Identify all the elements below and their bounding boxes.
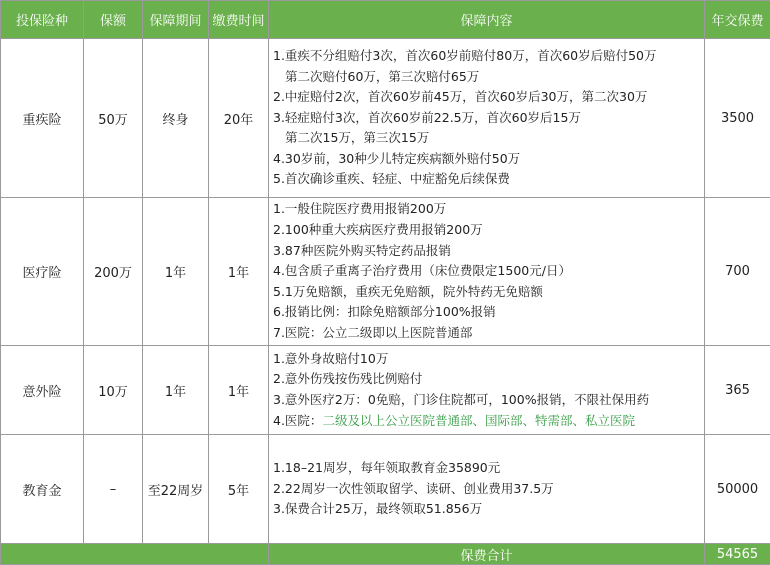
cell-payment: 1年 [209, 198, 269, 346]
cell-type: 医疗险 [1, 198, 84, 346]
cell-payment: 1年 [209, 346, 269, 435]
cell-period: 1年 [143, 198, 209, 346]
detail-line: 6.报销比例：扣除免赔额部分100%报销 [273, 302, 704, 323]
cell-period: 至22周岁 [143, 435, 209, 544]
detail-line: 3.保费合计25万，最终领取51.856万 [273, 499, 704, 520]
cell-amount: 50万 [84, 39, 143, 198]
table-total-row [1, 544, 770, 565]
detail-line: 2.意外伤残按伤残比例赔付 [273, 369, 704, 390]
detail-line [273, 411, 704, 432]
cell-premium: 50000 [705, 435, 770, 544]
detail-line: 1.18–21周岁，每年领取教育金35890元 [273, 458, 704, 479]
cell-type: 教育金 [1, 435, 84, 544]
cell-premium: 3500 [705, 39, 770, 198]
table-row-education [1, 435, 770, 544]
detail-line: 2.中症赔付2次，首次60岁前45万，首次60岁后30万，第二次30万 [273, 87, 704, 108]
detail-line: 7.医院：公立二级即以上医院普通部 [273, 323, 704, 344]
cell-details [269, 39, 705, 198]
header-payment-term: 缴费时间 [209, 1, 269, 39]
cell-type: 意外险 [1, 346, 84, 435]
detail-line: 3.87种医院外购买特定药品报销 [273, 241, 704, 262]
detail-line: 1.意外身故赔付10万 [273, 349, 704, 370]
hospital-highlight-text: 二级及以上公立医院普通部、国际部、特需部、私立医院 [322, 413, 635, 428]
total-label: 保费合计 [269, 544, 705, 565]
detail-line: 第二次赔付60万，第三次赔付65万 [273, 67, 704, 88]
detail-line: 1.重疾不分组赔付3次，首次60岁前赔付80万，首次60岁后赔付50万 [273, 46, 704, 67]
detail-line: 4.30岁前，30种少儿特定疾病额外赔付50万 [273, 149, 704, 170]
detail-line: 2.22周岁一次性领取留学、读研、创业费用37.5万 [273, 479, 704, 500]
header-coverage-amount: 保额 [84, 1, 143, 39]
table-row-accident [1, 346, 770, 435]
cell-details [269, 346, 705, 435]
cell-details [269, 198, 705, 346]
cell-period: 1年 [143, 346, 209, 435]
detail-line: 1.一般住院医疗费用报销200万 [273, 199, 704, 220]
cell-amount: 200万 [84, 198, 143, 346]
table-row-medical [1, 198, 770, 346]
hospital-label: 4.医院： [273, 413, 322, 428]
cell-period: 终身 [143, 39, 209, 198]
detail-line: 2.100种重大疾病医疗费用报销200万 [273, 220, 704, 241]
detail-line: 5.1万免赔额，重疾无免赔额，院外特药无免赔额 [273, 282, 704, 303]
detail-line: 4.包含质子重离子治疗费用（床位费限定1500元/日） [273, 261, 704, 282]
cell-premium: 365 [705, 346, 770, 435]
detail-line: 第二次15万，第三次15万 [273, 128, 704, 149]
table-header-row [1, 1, 770, 39]
cell-type: 重疾险 [1, 39, 84, 198]
cell-amount: 10万 [84, 346, 143, 435]
detail-line: 3.轻症赔付3次，首次60岁前22.5万，首次60岁后15万 [273, 108, 704, 129]
detail-line: 5.首次确诊重疾、轻症、中症豁免后续保费 [273, 169, 704, 190]
total-value: 54565 [705, 544, 770, 565]
total-blank-cell [1, 544, 269, 565]
header-insurance-type: 投保险种 [1, 1, 84, 39]
header-coverage-details: 保障内容 [269, 1, 705, 39]
detail-line: 3.意外医疗2万：0免赔，门诊住院都可，100%报销，不限社保用药 [273, 390, 704, 411]
cell-amount: – [84, 435, 143, 544]
cell-payment: 20年 [209, 39, 269, 198]
header-annual-premium: 年交保费 [705, 1, 770, 39]
header-coverage-period: 保障期间 [143, 1, 209, 39]
cell-payment: 5年 [209, 435, 269, 544]
cell-details [269, 435, 705, 544]
table-row-critical-illness [1, 39, 770, 198]
cell-premium: 700 [705, 198, 770, 346]
